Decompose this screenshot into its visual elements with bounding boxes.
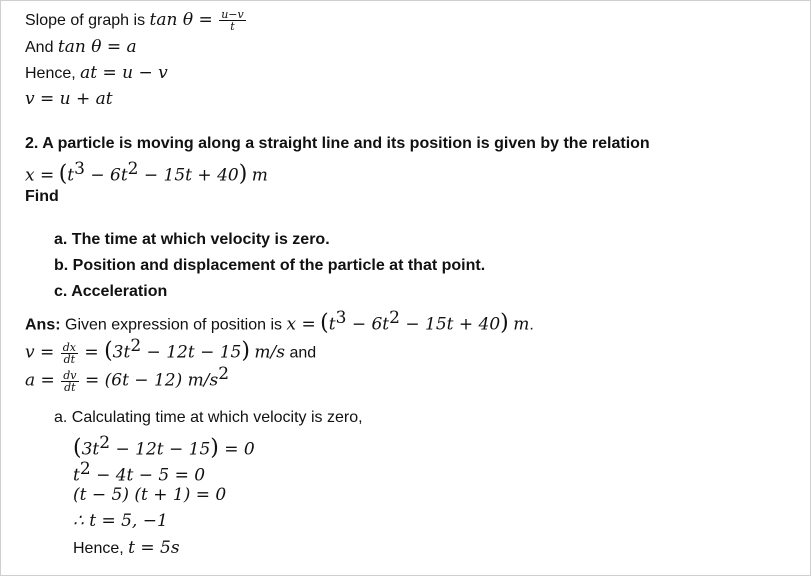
step1-a: 3t <box>81 439 100 460</box>
final-hence-text: Hence, <box>73 540 124 557</box>
and-line <box>25 35 137 60</box>
acceleration-lhs: a = <box>25 370 55 391</box>
answer-relation-lhs: x = <box>286 314 316 335</box>
relation-unit: m <box>251 165 268 186</box>
final-equation: v = u + at <box>25 89 113 109</box>
step-4 <box>73 509 168 534</box>
hence-line <box>25 61 168 86</box>
relation-exp3: 3 <box>74 159 85 179</box>
hence-equation: at = u − v <box>80 63 168 83</box>
relation-body-post: − 15t + 40 <box>138 165 239 186</box>
step1-close-paren: ) <box>210 435 219 461</box>
answer-body-post: − 15t + 40 <box>399 314 501 335</box>
velocity-body-a: 3t <box>112 342 131 363</box>
find-item-b: b. Position and displacement of the particle at that point. <box>54 257 486 274</box>
velocity-line <box>25 334 316 365</box>
relation-body-pre: t <box>67 165 75 186</box>
answer-body-pre: t <box>328 314 336 335</box>
slope-lhs: tan θ = <box>149 10 213 30</box>
slope-denominator: t <box>230 20 235 34</box>
velocity-denominator: dt <box>63 352 76 366</box>
step1-b: − 12t − 15 <box>110 439 211 460</box>
final-equation-line <box>25 87 113 112</box>
acceleration-denominator: dt <box>64 380 76 394</box>
find-item-a: a. The time at which velocity is zero. <box>54 231 330 248</box>
find-label: Find <box>25 188 59 205</box>
final-answer-eq: t = 5s <box>128 538 180 558</box>
velocity-numerator: dx <box>62 340 76 354</box>
relation-line <box>25 157 268 188</box>
step1-exp2: 2 <box>99 433 111 453</box>
final-answer-line <box>73 536 180 561</box>
answer-label: Ans: <box>25 316 61 334</box>
velocity-exp2: 2 <box>130 336 142 356</box>
question-title: 2. A particle is moving along a straight line and its position is given by the relation <box>25 135 650 152</box>
answer-exp2: 2 <box>389 308 400 328</box>
acceleration-fraction <box>61 370 78 393</box>
velocity-body-b: − 12t − 15 <box>141 342 242 363</box>
answer-intro: Given expression of position is <box>65 316 283 334</box>
step1-open-paren: ( <box>73 435 82 461</box>
relation-lhs: x = <box>25 165 55 186</box>
answer-body-mid: − 6t <box>346 314 390 335</box>
part-a-title: a. Calculating time at which velocity is zero, <box>54 409 363 426</box>
relation-open-paren: ( <box>58 161 68 187</box>
relation-exp2: 2 <box>127 159 139 179</box>
acceleration-exp2: 2 <box>218 364 230 384</box>
velocity-and: and <box>289 344 317 362</box>
answer-close-paren: ) <box>500 310 509 336</box>
acceleration-eq: = (6t − 12) m/s <box>84 370 219 391</box>
acceleration-numerator: dv <box>63 368 77 382</box>
velocity-eq: = <box>84 342 105 363</box>
and-equation: tan θ = a <box>57 37 137 57</box>
velocity-open-paren: ( <box>104 338 113 364</box>
slope-numerator: u−v <box>221 8 244 22</box>
step2-b: − 4t − 5 = 0 <box>90 465 206 486</box>
relation-body-mid: − 6t <box>84 165 128 186</box>
step1-c: = 0 <box>218 439 255 460</box>
velocity-close-paren: ) <box>241 338 250 364</box>
acceleration-line <box>25 362 229 393</box>
slope-text: Slope of graph is <box>25 12 146 29</box>
slope-fraction <box>219 9 246 32</box>
step2-a: t <box>73 465 80 486</box>
velocity-unit: m/s <box>254 342 285 363</box>
and-text: And <box>25 39 54 56</box>
step4: ∴ t = 5, −1 <box>73 511 168 531</box>
velocity-lhs: v = <box>25 342 55 363</box>
answer-open-paren: ( <box>320 310 329 336</box>
relation-close-paren: ) <box>238 161 248 187</box>
answer-line: Ans: Given expression of position is $x = (t^3 - 6t^2 - 15t + 40)$ m. <box>25 308 534 336</box>
find-item-c: c. Acceleration <box>54 283 168 300</box>
step2-exp2: 2 <box>79 459 91 479</box>
step3: (t − 5) (t + 1) = 0 <box>73 485 227 505</box>
slope-line <box>25 8 248 33</box>
answer-exp3: 3 <box>335 308 347 328</box>
answer-unit: m <box>513 314 530 335</box>
hence-text: Hence, <box>25 65 76 82</box>
step-3 <box>73 483 226 508</box>
